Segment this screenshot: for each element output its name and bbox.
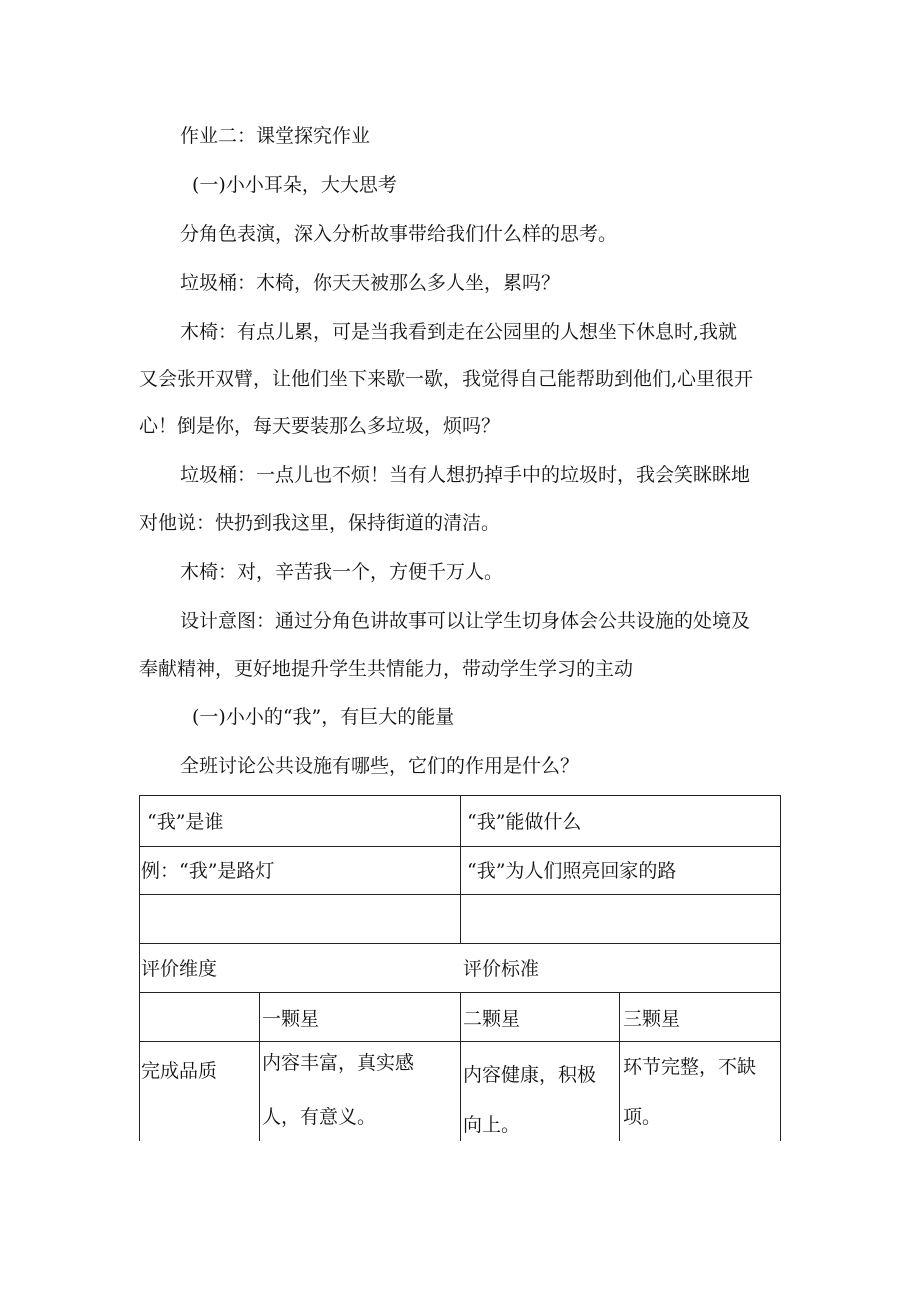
table-rule bbox=[259, 992, 260, 1141]
dialogue-line-3b: 对他说：快扔到我这里，保持街道的清洁。 bbox=[139, 512, 501, 534]
two-star-criteria-line2: 向上。 bbox=[463, 1114, 521, 1136]
header-what: “我”能做什么 bbox=[467, 811, 582, 833]
two-star-criteria-line1: 内容健康，积极 bbox=[463, 1064, 597, 1086]
dialogue-line-4: 木椅：对，辛苦我一个，方便千万人。 bbox=[180, 561, 504, 583]
three-star-header: 三颗星 bbox=[623, 1008, 681, 1030]
table-rule bbox=[139, 943, 781, 944]
two-star-header: 二颗星 bbox=[463, 1008, 521, 1030]
table-border-left bbox=[139, 795, 140, 1141]
dialogue-line-3a: 垃圾桶：一点儿也不烦！当有人想扔掉手中的垃圾时，我会笑眯眯地 bbox=[180, 464, 751, 486]
example-who: 例：“我”是路灯 bbox=[141, 860, 275, 882]
table-rule bbox=[619, 992, 620, 1141]
section-1-title: (一)小小耳朵，大大思考 bbox=[192, 174, 397, 196]
example-what: “我”为人们照亮回家的路 bbox=[467, 860, 677, 882]
discussion-prompt: 全班讨论公共设施有哪些，它们的作用是什么？ bbox=[180, 755, 580, 777]
dialogue-line-2c: 心！倒是你，每天要装那么多垃圾，烦吗？ bbox=[139, 415, 501, 437]
completion-quality-label: 完成品质 bbox=[141, 1060, 218, 1082]
one-star-criteria-line1: 内容丰富，真实感 bbox=[262, 1052, 415, 1074]
three-star-criteria-line1: 环节完整，不缺 bbox=[623, 1056, 757, 1078]
design-intent-b: 奉献精神，更好地提升学生共情能力，带动学生学习的主动 bbox=[139, 658, 634, 680]
section-2-title: (一)小小的“我”，有巨大的能量 bbox=[192, 706, 455, 728]
table-border-right bbox=[780, 795, 781, 1141]
header-who: “我”是谁 bbox=[147, 811, 224, 833]
one-star-criteria-line2: 人，有意义。 bbox=[262, 1106, 377, 1128]
eval-dimension-label: 评价维度 bbox=[141, 958, 218, 980]
one-star-header: 一颗星 bbox=[262, 1008, 320, 1030]
table-rule bbox=[460, 992, 461, 1141]
eval-standard-label: 评价标准 bbox=[463, 958, 540, 980]
dialogue-line-2a: 木椅：有点儿累，可是当我看到走在公园里的人想坐下休息时,我就 bbox=[180, 321, 738, 343]
dialogue-line-2b: 又会张开双臂，让他们坐下来歇一歇，我觉得自己能帮助到他们,心里很开 bbox=[139, 368, 754, 390]
three-star-criteria-line2: 项。 bbox=[623, 1106, 662, 1128]
assignment-heading: 作业二：课堂探究作业 bbox=[180, 125, 371, 147]
facilities-table bbox=[139, 795, 781, 1141]
intro-paragraph: 分角色表演，深入分析故事带给我们什么样的思考。 bbox=[180, 223, 618, 245]
table-rule bbox=[460, 795, 461, 943]
dialogue-line-1: 垃圾桶：木椅，你天天被那么多人坐，累吗？ bbox=[180, 272, 561, 294]
design-intent-a: 设计意图：通过分角色讲故事可以让学生切身体会公共设施的处境及 bbox=[180, 610, 751, 632]
